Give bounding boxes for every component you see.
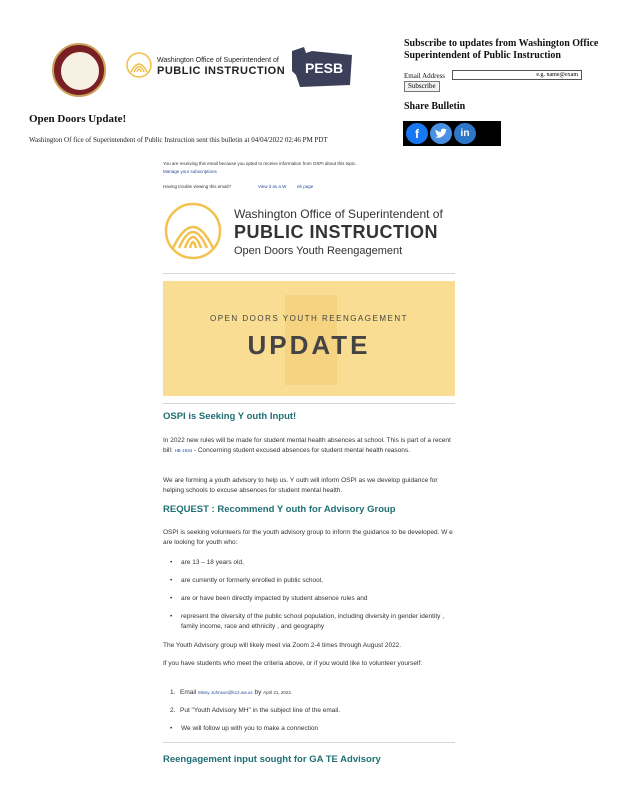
bulletin-byline: Washington Of fice of Superintendent of Public Instruction sent this bulletin at 04/04/2022 02:46 PM PDT	[29, 136, 328, 144]
subscribe-title: Subscribe to updates from Washington Office Superintendent of Public Instruction	[404, 38, 599, 61]
section1-p1-text-b: - Concerning student excused absences for student mental health reasons.	[192, 447, 410, 454]
list-item	[170, 706, 455, 716]
step-number: 1.	[170, 689, 176, 696]
zoom-paragraph: The Youth Advisory group will likely meet via Zoom 2-4 times through August 2022.	[163, 642, 402, 649]
list-item	[170, 724, 455, 734]
ospi-large-sun-logo-icon	[163, 202, 223, 260]
step3-text: • We will follow up with you to make a connection	[181, 725, 319, 732]
section-heading-request: REQUEST : Recommend Y outh for Advisory Group	[163, 504, 396, 515]
list-item-text: • are 13 – 18 years old,	[181, 559, 244, 566]
trouble-viewing-text: Having trouble viewing this email?	[163, 184, 232, 189]
view-web-page-link-part1[interactable]: View it as a W	[258, 184, 287, 189]
seal-inner-icon	[60, 51, 100, 91]
step1-text-a: Email	[180, 689, 199, 696]
ospi-logo-top-text: Washington Office of Superintendent of	[157, 57, 279, 64]
list-item-text: • are currently or formerly enrolled in public school,	[181, 577, 323, 584]
update-banner	[163, 281, 455, 396]
ospi-logo-line3: Open Doors Youth Reengagement	[234, 245, 403, 257]
manage-subscriptions-link[interactable]: Manage your subscriptions	[163, 169, 217, 174]
view-web-page-link-part2[interactable]: eb page	[297, 184, 314, 189]
ospi-sun-logo-icon	[126, 52, 152, 78]
section1-paragraph2: We are forming a youth advisory to help us. Y outh will inform OSPI as we develop guidance for helping schools to excuse absences for student mental health.	[163, 477, 438, 494]
ospi-logo-line2: PUBLIC INSTRUCTION	[234, 222, 438, 242]
twitter-bird-icon	[434, 128, 448, 140]
step1-text-b: by	[252, 689, 264, 696]
step-number: 2.	[170, 707, 176, 714]
list-item-text: • are or have been directly impacted by student absence rules and	[181, 595, 368, 602]
list-item	[170, 612, 455, 632]
superintendent-seal-logo	[52, 43, 106, 97]
banner-title: UPDATE	[247, 330, 371, 360]
list-item	[170, 558, 455, 568]
volunteer-paragraph: If you have students who meet the criteria above, or if you would like to volunteer yourself:	[163, 660, 423, 667]
list-item-text: • represent the diversity of the public school population, including diversity in gender identity , family income, race and ethnicity , and geography	[181, 613, 445, 630]
email-address-input[interactable]	[452, 70, 582, 80]
bill-link[interactable]: HB 1834	[174, 448, 193, 453]
email-address-label: Email Address	[404, 72, 446, 80]
section1-paragraph1	[163, 436, 455, 456]
deadline-date: April 21, 2022.	[263, 690, 293, 695]
facebook-icon[interactable]: f	[406, 123, 428, 144]
twitter-icon[interactable]	[430, 123, 452, 144]
subscription-notice: You are receiving this email because you opted to receive information from OSPI about this topic.	[163, 161, 357, 166]
linkedin-icon[interactable]: in	[454, 123, 476, 144]
section1-p1-text-a: In 2022 new rules will be made for student mental health absences at school. This is part of a recent bill:	[163, 437, 451, 454]
section-heading-gate-advisory: Reengagement input sought for GA TE Advisory	[163, 754, 381, 765]
section-heading-youth-input: OSPI is Seeking Y outh Input!	[163, 411, 297, 422]
list-item	[170, 688, 455, 698]
divider	[163, 403, 455, 404]
subscribe-button[interactable]: Subscribe	[404, 81, 440, 92]
pesb-logo-icon	[290, 45, 356, 91]
banner-subtitle: OPEN DOORS YOUTH REENGAGEMENT	[209, 314, 409, 323]
ospi-logo-bottom-text: PUBLIC INSTRUCTION	[157, 65, 286, 77]
divider	[163, 742, 455, 743]
section2-paragraph1: OSPI is seeking volunteers for the youth advisory group to inform the guidance to be developed. W e are looking for youth who:	[163, 529, 453, 546]
share-bulletin-title: Share Bulletin	[404, 101, 466, 112]
email-contact-link[interactable]: Missy Johnson@k12.wa.us	[198, 690, 253, 695]
pesb-logo-text: PESB	[304, 60, 344, 76]
list-item	[170, 594, 455, 604]
ospi-logo-line1: Washington Office of Superintendent of	[234, 207, 443, 221]
divider	[163, 273, 455, 274]
page-title: Open Doors Update!	[29, 113, 127, 125]
step2-text: Put "Youth Advisory MH" in the subject line of the email.	[180, 707, 341, 714]
share-icons-bar	[403, 121, 501, 146]
list-item	[170, 576, 455, 586]
